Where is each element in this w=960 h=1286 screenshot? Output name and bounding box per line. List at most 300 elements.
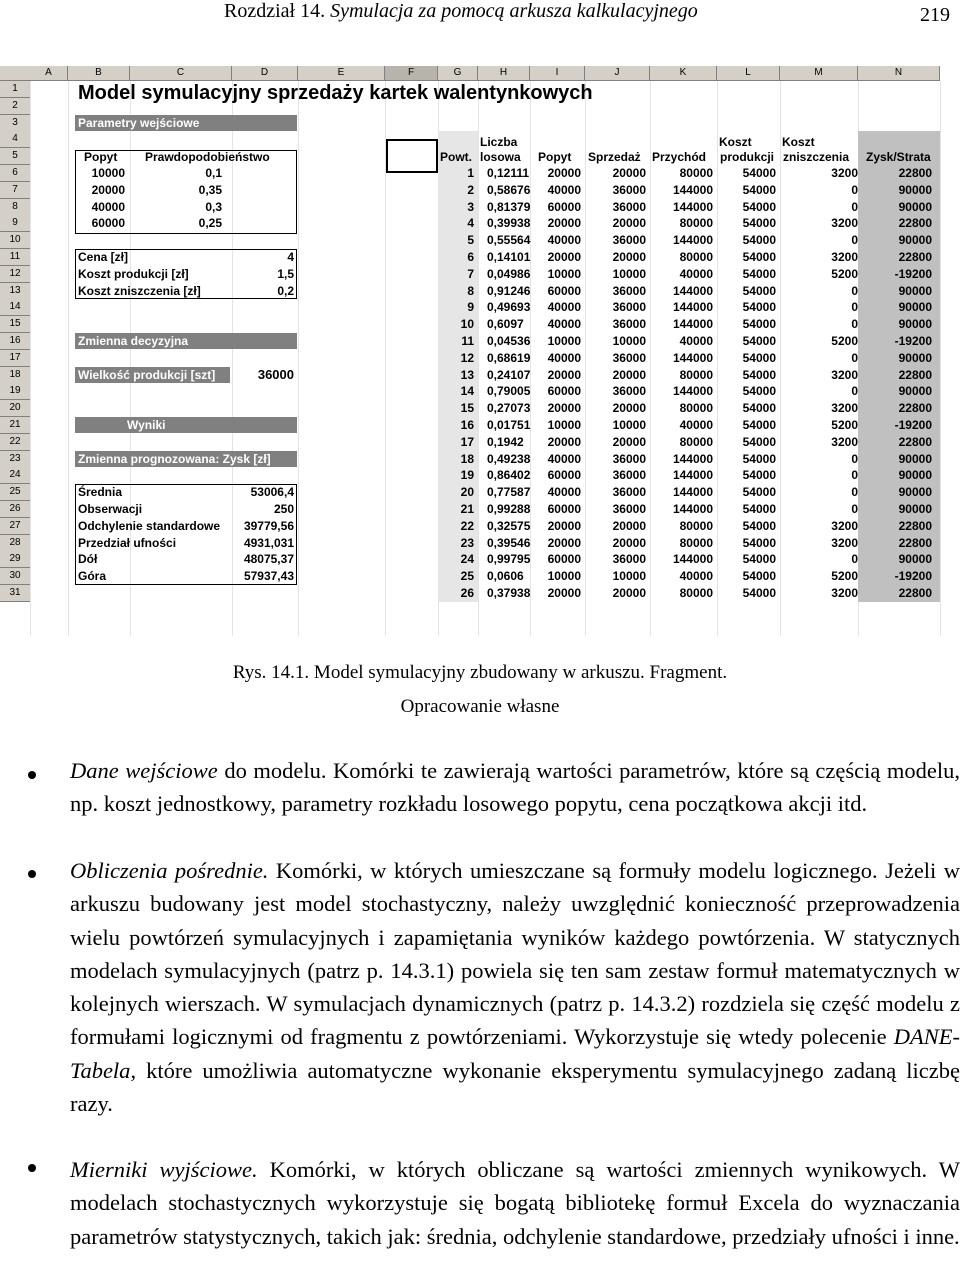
sim-cell: 15	[460, 401, 474, 416]
sim-cell: 7	[467, 266, 474, 281]
sim-cell: 144000	[672, 199, 713, 214]
row-header: 29	[0, 551, 31, 568]
sim-cell: 3200	[831, 518, 858, 533]
row-header: 21	[0, 417, 31, 434]
sim-cell: 90000	[898, 199, 932, 214]
sim-cell: 144000	[672, 502, 713, 516]
sim-cell: 21	[460, 502, 474, 516]
sim-cell: 144000	[672, 552, 713, 567]
sim-cell: -19200	[894, 418, 932, 432]
sim-cell: 5	[467, 233, 474, 248]
params-label: Parametry wejściowe	[75, 115, 297, 131]
sim-header: Zysk/Strata	[866, 150, 931, 165]
row-header: 25	[0, 484, 31, 501]
sim-cell: 54000	[742, 535, 776, 550]
sim-header: zniszczenia	[783, 150, 850, 165]
sim-cell: 54000	[742, 384, 776, 399]
column-header: K	[650, 66, 717, 81]
sim-cell: 20000	[612, 367, 646, 382]
bullet-term: Mierniki wyjściowe.	[70, 1157, 258, 1182]
column-header: J	[585, 66, 650, 81]
row-header: 26	[0, 501, 31, 518]
sim-cell: 20000	[547, 586, 581, 600]
sim-cell: 20000	[547, 518, 581, 533]
bullet-text: Komórki, w których umieszczane są formuły modelu logicznego. Jeżeli w arkuszu budowany jest model stochastyczny, należy uwzględnić konieczność przeprowadzenia wielu powtórzeń symulacyjnych i zapamiętania wyników każdego powtórzenia. W statycznych modelach symulacyjnych (patrz p. 14.3.1) powiela się ten sam zestaw formuł matematycznych w kolejnych wierszach. W symulacjach dynamicznych (patrz p. 14.3.2) rozdziela się część modelu z formułami logicznymi od fragmentu z powtórzeniami. Wykorzystuje się wtedy polecenie	[70, 858, 960, 1050]
bullet-intermediate	[70, 854, 960, 1120]
sim-cell: 0,91246	[487, 283, 531, 298]
sim-cell: 80000	[679, 216, 713, 231]
probability-value: 0,25	[198, 216, 222, 231]
sim-cell: 22800	[898, 535, 932, 550]
sim-cell: 40000	[679, 418, 713, 432]
sim-cell: 20000	[547, 535, 581, 550]
sim-cell: 10000	[612, 266, 646, 281]
sim-cell: 0,0606	[487, 569, 524, 584]
sim-cell: 20000	[547, 401, 581, 416]
figure-source: Opracowanie własne	[400, 696, 560, 717]
sim-header: Sprzedaż	[588, 150, 641, 165]
column-header: I	[530, 66, 585, 81]
sim-cell: 0,14101	[487, 250, 531, 264]
sim-cell: 54000	[742, 401, 776, 416]
sim-cell: 10000	[612, 418, 646, 432]
sim-cell: 54000	[742, 485, 776, 500]
sim-cell: 0,04536	[487, 334, 531, 348]
sim-cell: 144000	[672, 283, 713, 298]
sim-cell: 40000	[547, 317, 581, 332]
sim-cell: 22800	[898, 367, 932, 382]
sim-cell: 20000	[547, 216, 581, 231]
sim-cell: 144000	[672, 182, 713, 197]
sim-cell: 0,86402	[487, 468, 531, 483]
sim-cell: 0,49693	[487, 300, 531, 315]
stat-label: Dół	[78, 552, 98, 567]
sim-cell: 0,39546	[487, 535, 531, 550]
sim-cell: 90000	[898, 468, 932, 483]
row-header: 14	[0, 299, 31, 316]
sim-cell: -19200	[894, 569, 932, 584]
stat-label: Średnia	[78, 485, 123, 500]
sim-cell: 3200	[831, 535, 858, 550]
row-header: 1	[0, 81, 31, 98]
grid-line	[30, 81, 31, 636]
row-header: 24	[0, 467, 31, 484]
sim-cell: 40000	[547, 182, 581, 197]
sim-cell: 144000	[672, 468, 713, 483]
sim-cell: 144000	[672, 384, 713, 399]
sim-cell: 0,6097	[487, 317, 524, 332]
sim-cell: 1	[467, 166, 474, 180]
sim-cell: 90000	[898, 233, 932, 248]
column-header: F	[385, 66, 438, 81]
row-header: 12	[0, 266, 31, 283]
sim-cell: 22800	[898, 434, 932, 449]
sim-cell: 80000	[679, 367, 713, 382]
sim-header: losowa	[480, 150, 521, 165]
production-value: 36000	[257, 366, 294, 382]
sim-cell: 80000	[679, 586, 713, 600]
sim-cell: 3	[467, 199, 474, 214]
column-header: E	[298, 66, 385, 81]
sim-cell: 0,39938	[487, 216, 531, 231]
stat-label: Góra	[78, 569, 107, 584]
sim-cell: 0,68619	[487, 350, 531, 365]
sim-cell: 22800	[898, 216, 932, 231]
sim-cell: 26	[460, 586, 474, 600]
stat-value: 4931,031	[243, 535, 294, 550]
sim-cell: 14	[460, 384, 474, 399]
sim-cell: 54000	[742, 266, 776, 281]
sim-cell: 36000	[612, 233, 646, 248]
sim-cell: 0	[851, 552, 858, 567]
sim-cell: 0,37938	[487, 586, 531, 600]
sim-cell: 10000	[612, 569, 646, 584]
sim-cell: 60000	[547, 283, 581, 298]
chapter-subtitle: Symulacja za pomocą arkusza kalkulacyjnego	[330, 0, 698, 22]
demand-value: 40000	[91, 199, 125, 214]
sim-cell: 54000	[742, 216, 776, 231]
sim-cell: 0,32575	[487, 518, 531, 533]
sim-cell: 40000	[547, 485, 581, 500]
spreadsheet-figure	[0, 66, 960, 636]
sim-cell: 60000	[547, 468, 581, 483]
sim-cell: 80000	[679, 401, 713, 416]
sim-cell: 36000	[612, 451, 646, 466]
bullet-dot	[28, 1164, 36, 1172]
sim-cell: 11	[461, 334, 474, 348]
column-header: H	[478, 66, 530, 81]
sim-cell: 144000	[672, 350, 713, 365]
sim-cell: 54000	[742, 434, 776, 449]
sim-cell: 0	[851, 485, 858, 500]
sim-cell: 40000	[679, 569, 713, 584]
sim-header: produkcji	[720, 150, 775, 165]
sim-cell: 40000	[547, 451, 581, 466]
sim-cell: 0	[851, 317, 858, 332]
row-header: 19	[0, 383, 31, 400]
command-name: DANE-Tabela	[70, 1024, 960, 1083]
forecast-label: Zmienna prognozowana: Zysk [zł]	[75, 451, 297, 467]
column-header: M	[780, 66, 858, 81]
sim-cell: 10000	[612, 334, 646, 348]
sim-cell: 90000	[898, 300, 932, 315]
cost-label: Koszt zniszczenia [zł]	[78, 283, 201, 298]
sim-cell: 20000	[547, 250, 581, 264]
stat-label: Przedział ufności	[78, 535, 177, 550]
sim-cell: 90000	[898, 485, 932, 500]
cost-value: 0,2	[277, 283, 294, 298]
running-header	[224, 0, 698, 23]
stat-label: Odchylenie standardowe	[78, 518, 221, 533]
demand-header: Prawdopodobieństwo	[145, 150, 270, 165]
row-header: 10	[0, 232, 31, 249]
row-header: 18	[0, 367, 31, 384]
sim-cell: 24	[460, 552, 474, 567]
sim-cell: 0	[851, 233, 858, 248]
probability-value: 0,35	[198, 182, 222, 197]
sim-cell: 10	[460, 317, 474, 332]
decision-label: Zmienna decyzyjna	[75, 333, 297, 349]
sim-cell: 3200	[831, 401, 858, 416]
sim-cell: 60000	[547, 502, 581, 516]
sim-cell: 40000	[547, 233, 581, 248]
sim-cell: 20000	[612, 434, 646, 449]
row-header: 6	[0, 165, 31, 182]
sim-cell: 2	[467, 182, 474, 197]
sim-cell: -19200	[894, 334, 932, 348]
sim-cell: 0,99795	[487, 552, 531, 567]
row-header: 7	[0, 182, 31, 199]
column-header: G	[438, 66, 478, 81]
sim-cell: 0,79005	[487, 384, 531, 399]
sim-cell: 40000	[679, 334, 713, 348]
sim-cell: 20000	[612, 586, 646, 600]
active-cell	[386, 139, 438, 173]
sim-cell: 18	[460, 451, 474, 466]
production-label: Wielkość produkcji [szt]	[75, 367, 230, 383]
sim-cell: 36000	[612, 317, 646, 332]
sim-cell: 54000	[742, 334, 776, 348]
sim-cell: 36000	[612, 485, 646, 500]
sim-cell: 54000	[742, 166, 776, 180]
sim-cell: 80000	[679, 250, 713, 264]
sim-header-top: Koszt	[782, 135, 815, 150]
sim-cell: 22800	[898, 401, 932, 416]
sim-cell: 0	[851, 384, 858, 399]
sim-cell: 36000	[612, 300, 646, 315]
row-header: 30	[0, 568, 31, 585]
sim-cell: 54000	[742, 586, 776, 600]
sim-cell: 5200	[831, 418, 858, 432]
sim-cell: 20000	[547, 434, 581, 449]
sim-cell: 17	[460, 434, 474, 449]
sim-cell: 0,55564	[487, 233, 531, 248]
sim-cell: 0	[851, 199, 858, 214]
sim-cell: 54000	[742, 468, 776, 483]
sim-cell: 0,77587	[487, 485, 531, 500]
figure-caption: Rys. 14.1. Model symulacyjny zbudowany w arkuszu. Fragment.	[232, 662, 728, 683]
sim-cell: 12	[460, 350, 474, 365]
sim-cell: 54000	[742, 418, 776, 432]
sim-cell: 90000	[898, 384, 932, 399]
stat-value: 57937,43	[243, 569, 294, 584]
sim-cell: 19	[460, 468, 474, 483]
sim-cell: 23	[460, 535, 474, 550]
sim-cell: 20000	[612, 535, 646, 550]
sim-cell: 54000	[742, 300, 776, 315]
sim-cell: 54000	[742, 569, 776, 584]
sim-cell: 144000	[672, 451, 713, 466]
sim-cell: 22800	[898, 586, 932, 600]
sim-cell: 144000	[672, 233, 713, 248]
row-header: 23	[0, 451, 31, 468]
column-header: A	[30, 66, 68, 81]
stat-value: 39779,56	[243, 518, 294, 533]
sim-cell: 20000	[612, 401, 646, 416]
sim-cell: 20000	[612, 216, 646, 231]
sim-cell: 22800	[898, 250, 932, 264]
sim-cell: 0,27073	[487, 401, 531, 416]
cost-value: 1,5	[277, 266, 294, 281]
sim-cell: 80000	[679, 518, 713, 533]
sim-cell: 3200	[831, 434, 858, 449]
sim-cell: 0,58676	[487, 182, 531, 197]
sim-cell: 20000	[547, 367, 581, 382]
sim-cell: 13	[460, 367, 474, 382]
column-header: D	[232, 66, 298, 81]
sim-cell: 40000	[547, 350, 581, 365]
sim-cell: 0	[851, 350, 858, 365]
sim-cell: 0	[851, 182, 858, 197]
sim-cell: 10000	[547, 569, 581, 584]
cost-label: Cena [zł]	[78, 250, 129, 264]
column-header: B	[68, 66, 130, 81]
sim-cell: 60000	[547, 552, 581, 567]
sim-cell: 0,99288	[487, 502, 531, 516]
sim-cell: 60000	[547, 384, 581, 399]
grid-line	[68, 81, 69, 636]
sim-cell: 0,12111	[487, 166, 530, 180]
sim-header-top: Liczba	[480, 135, 518, 150]
sim-cell: 144000	[672, 485, 713, 500]
sim-cell: 80000	[679, 434, 713, 449]
sim-cell: 0	[851, 468, 858, 483]
sim-cell: 54000	[742, 367, 776, 382]
sim-cell: 22	[460, 518, 474, 533]
grid-line	[298, 81, 299, 636]
sim-cell: 36000	[612, 182, 646, 197]
sim-cell: 0	[851, 502, 858, 516]
cost-value: 4	[287, 250, 294, 264]
cost-label: Koszt produkcji [zł]	[78, 266, 189, 281]
bullet-term: Obliczenia pośrednie.	[70, 858, 269, 883]
sim-cell: 0,81379	[487, 199, 531, 214]
sim-cell: 54000	[742, 518, 776, 533]
sim-cell: 54000	[742, 199, 776, 214]
sim-cell: 5200	[831, 266, 858, 281]
sim-cell: 20	[460, 485, 474, 500]
sim-cell: 90000	[898, 182, 932, 197]
sim-cell: 40000	[679, 266, 713, 281]
sim-cell: 90000	[898, 552, 932, 567]
row-header: 4	[0, 131, 31, 148]
sim-cell: 0,24107	[487, 367, 531, 382]
stat-value: 250	[273, 502, 294, 516]
stat-label: Obserwacji	[78, 502, 143, 516]
column-header: C	[130, 66, 232, 81]
corner-cell	[0, 66, 31, 81]
sim-cell: 144000	[672, 317, 713, 332]
row-header: 20	[0, 400, 31, 417]
grid-line	[478, 81, 479, 636]
sim-cell: 90000	[898, 350, 932, 365]
sim-cell: 36000	[612, 502, 646, 516]
sim-cell: 54000	[742, 451, 776, 466]
sim-cell: 90000	[898, 317, 932, 332]
sim-cell: 36000	[612, 350, 646, 365]
sim-cell: 22800	[898, 166, 932, 180]
bullet-dot	[28, 771, 36, 779]
sim-cell: 40000	[547, 300, 581, 315]
column-header: L	[717, 66, 780, 81]
sim-cell: 16	[460, 418, 474, 432]
demand-value: 20000	[91, 182, 125, 197]
sim-cell: 90000	[898, 451, 932, 466]
sim-header-top: Koszt	[719, 135, 752, 150]
sim-cell: 20000	[547, 166, 581, 180]
bullet-text: Komórki, w których obliczane są wartości zmiennych wynikowych. W modelach stochastycznych wykorzystuje się bogatą bibliotekę formuł Excela do wyznaczania parametrów statystycznych, takich jak: średnia, odchylenie standardowe, przedziały ufności i inne.	[70, 1157, 960, 1249]
sim-cell: 36000	[612, 552, 646, 567]
bullet-text: do modelu. Komórki te zawierają wartości parametrów, które są częścią modelu, np. koszt jednostkowy, parametry rozkładu losowego popytu, cena początkowa akcji itd.	[70, 758, 960, 817]
sim-cell: 3200	[831, 586, 858, 600]
sim-cell: 6	[467, 250, 474, 264]
sim-cell: 22800	[898, 518, 932, 533]
sim-cell: 0,01751	[487, 418, 531, 432]
row-header: 31	[0, 585, 31, 602]
stat-value: 53006,4	[250, 485, 294, 500]
sim-cell: 9	[467, 300, 474, 315]
bullet-term: Dane wejściowe	[70, 758, 218, 783]
sim-cell: 54000	[742, 317, 776, 332]
sim-cell: 36000	[612, 199, 646, 214]
demand-value: 10000	[91, 166, 125, 180]
sim-cell: 54000	[742, 502, 776, 516]
row-header: 17	[0, 350, 31, 367]
sheet-title: Model symulacyjny sprzedaży kartek walentynkowych	[78, 82, 593, 104]
bullet-input-data	[70, 754, 960, 821]
sim-cell: 5200	[831, 334, 858, 348]
sim-cell: 54000	[742, 233, 776, 248]
sim-cell: 54000	[742, 552, 776, 567]
sim-cell: 0,04986	[487, 266, 531, 281]
stat-value: 48075,37	[243, 552, 294, 567]
sim-cell: 3200	[831, 166, 858, 180]
sim-cell: 36000	[612, 384, 646, 399]
sim-cell: 25	[460, 569, 474, 584]
sim-cell: 10000	[547, 418, 581, 432]
row-header: 3	[0, 115, 31, 132]
sim-cell: 8	[467, 283, 474, 298]
sim-cell: 80000	[679, 166, 713, 180]
page-number: 219	[920, 4, 950, 26]
sim-cell: 90000	[898, 502, 932, 516]
sim-cell: 10000	[547, 334, 581, 348]
sim-cell: 0	[851, 451, 858, 466]
sim-cell: 60000	[547, 199, 581, 214]
sim-cell: 4	[467, 216, 474, 231]
sim-header: Powt.	[440, 150, 472, 165]
probability-value: 0,3	[205, 199, 222, 214]
sim-cell: 20000	[612, 250, 646, 264]
probability-value: 0,1	[205, 166, 222, 180]
bullet-dot	[28, 870, 36, 878]
sim-cell: 54000	[742, 283, 776, 298]
results-label: Wyniki	[75, 417, 297, 433]
sim-cell: 90000	[898, 283, 932, 298]
row-header: 27	[0, 518, 31, 535]
bullet-output	[70, 1153, 960, 1253]
sim-cell: 0,1942	[487, 434, 524, 449]
row-header: 15	[0, 316, 31, 333]
sim-cell: 20000	[612, 518, 646, 533]
row-header: 28	[0, 535, 31, 552]
sim-cell: 54000	[742, 350, 776, 365]
sim-cell: 3200	[831, 367, 858, 382]
sim-cell: 80000	[679, 535, 713, 550]
row-header: 9	[0, 215, 31, 232]
sim-cell: 0	[851, 300, 858, 315]
sim-cell: 3200	[831, 216, 858, 231]
